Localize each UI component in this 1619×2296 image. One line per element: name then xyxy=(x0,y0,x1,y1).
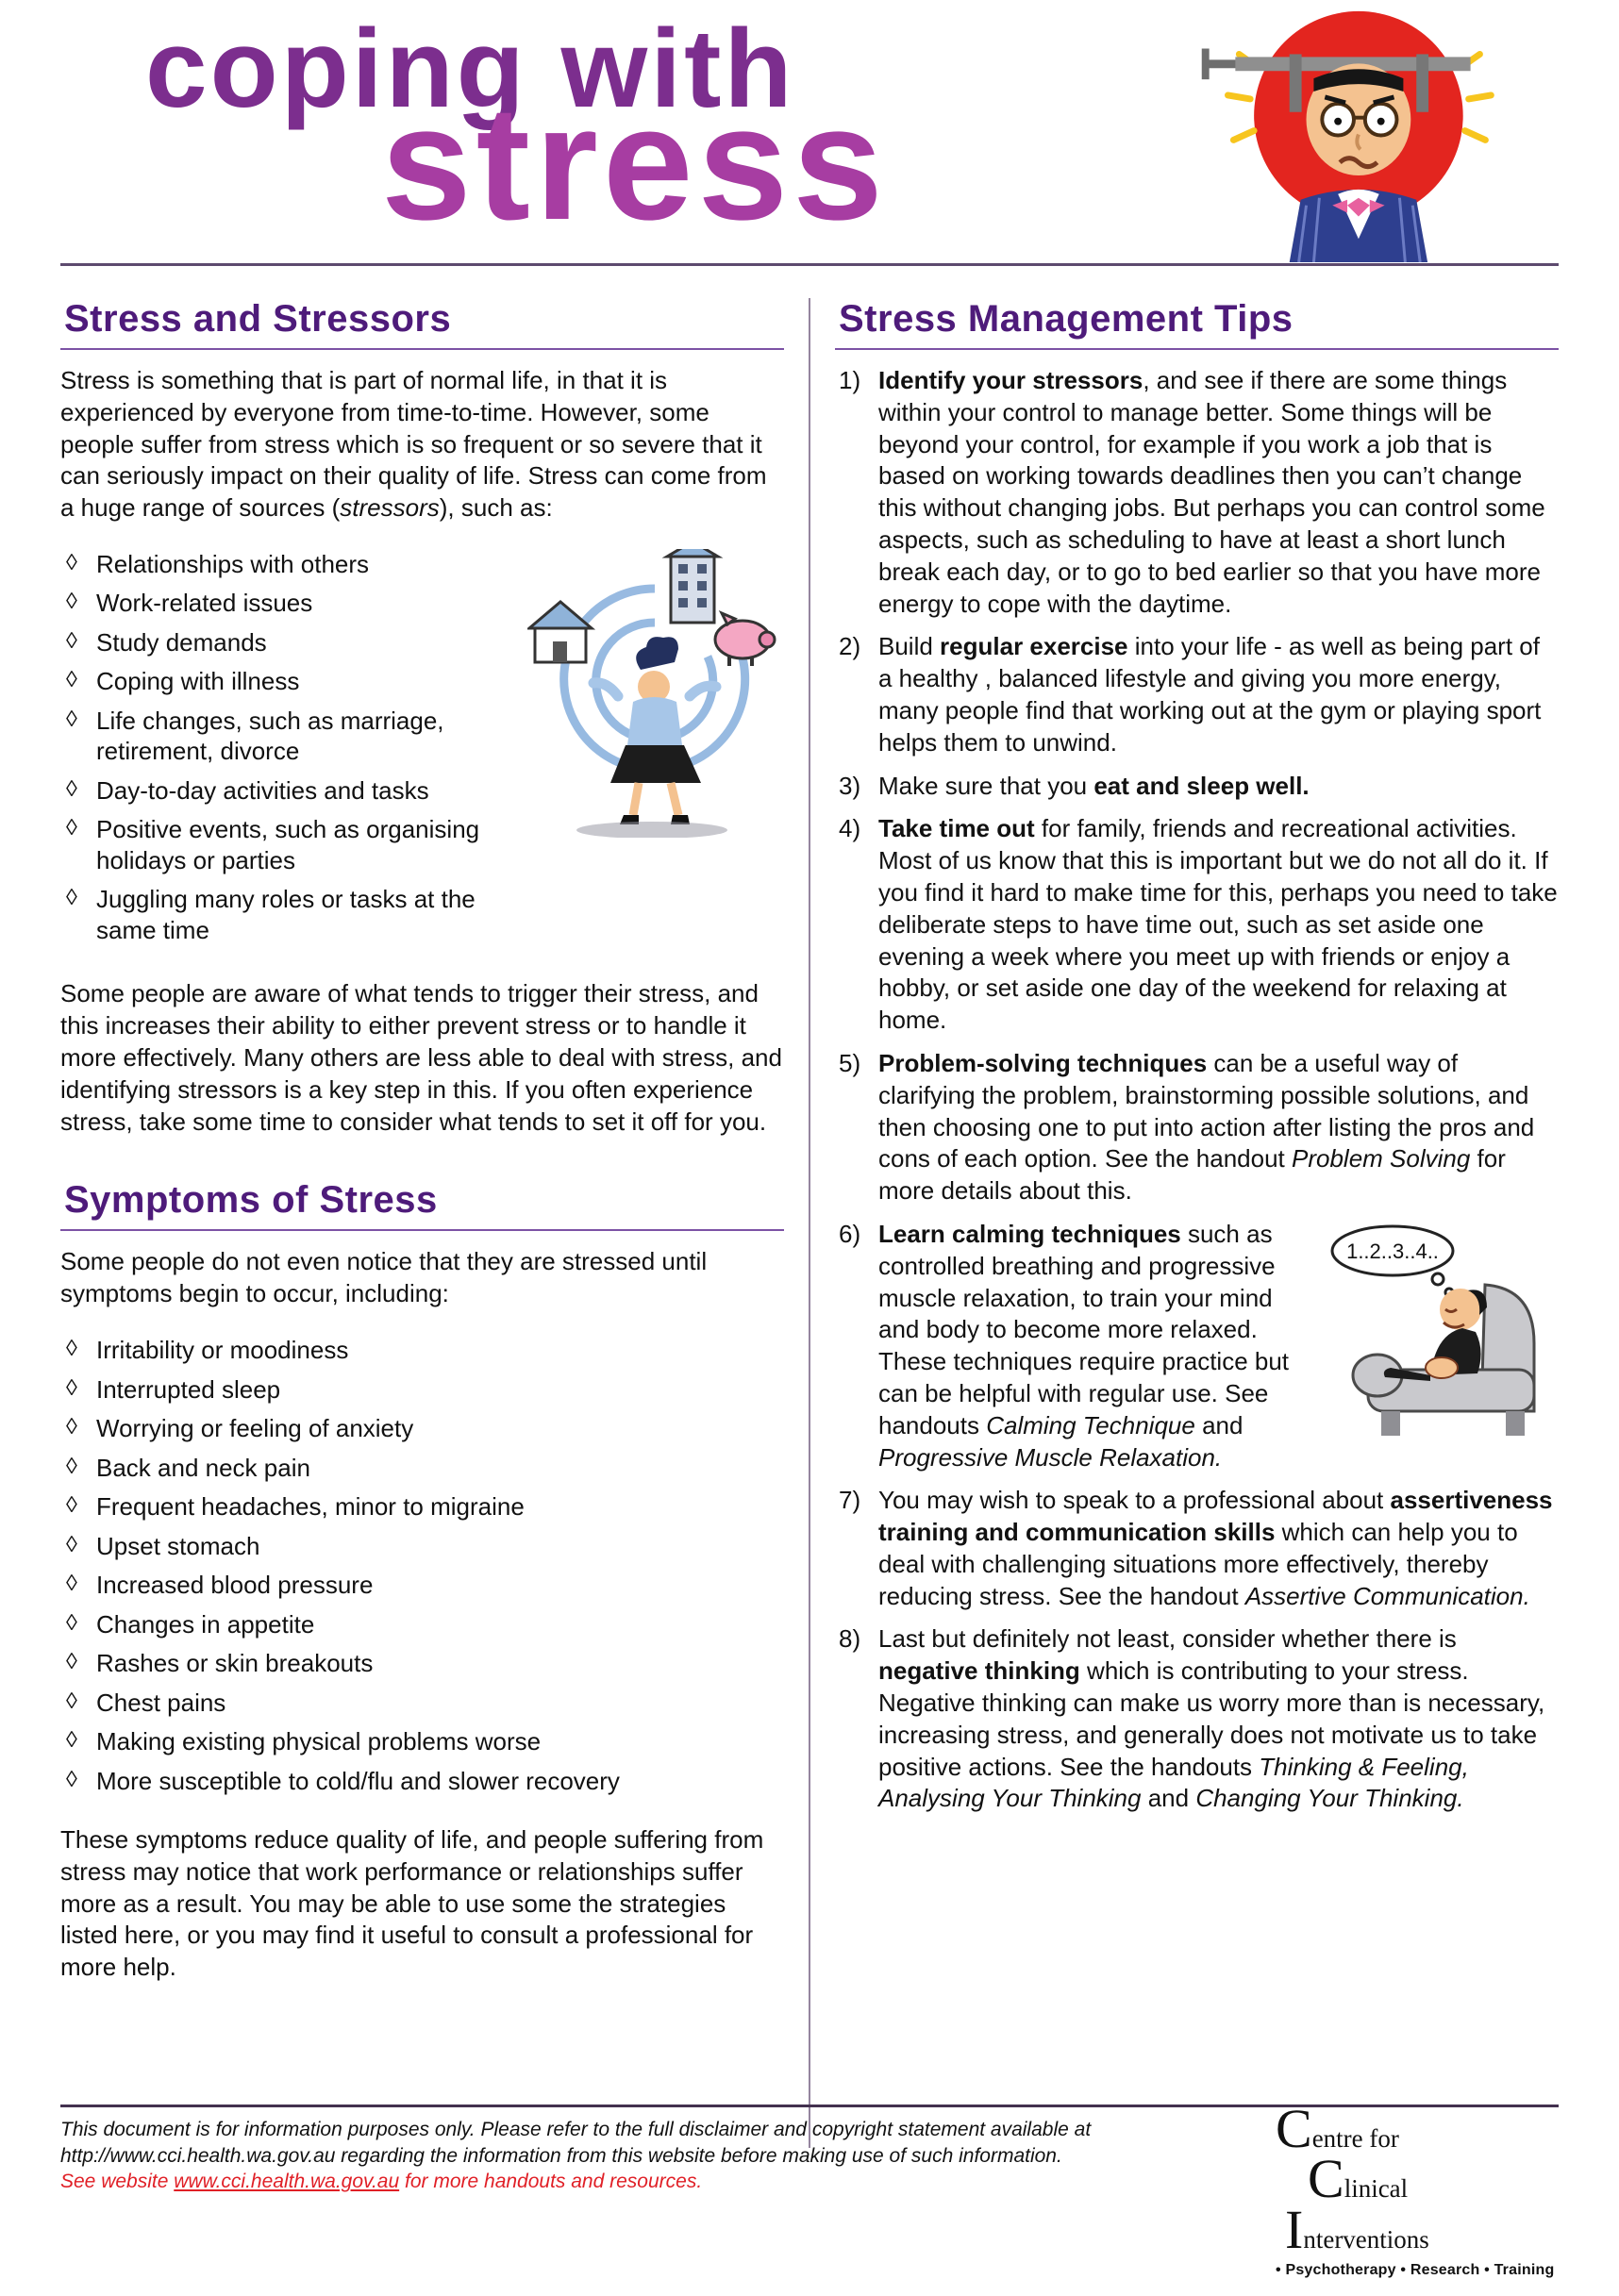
text-segment: Learn calming techniques xyxy=(878,1219,1181,1248)
logo-line-clinical: Clinical xyxy=(1308,2148,1409,2210)
text-segment: See website xyxy=(60,2171,175,2193)
stressors-outro: Some people are aware of what tends to trigger their stress, and this increases their ability to either prevent stress or to handle it more effectively. Many others are less able to deal with stress, and identifying stressors is a key step in this. If you often experience stress, take some time to consider what tends to set it off for you. xyxy=(60,979,782,1136)
symptom-item xyxy=(60,1648,784,1679)
diamond-bullet-icon: ◊ xyxy=(66,1649,77,1675)
stressor-text: Positive events, such as organising holidays or parties xyxy=(96,815,480,874)
section-heading-tips: Stress Management Tips xyxy=(835,298,1559,350)
stressor-text: Relationships with others xyxy=(96,549,370,578)
text-segment: regular exercise xyxy=(940,632,1128,661)
suit xyxy=(1290,190,1427,262)
see-website-text xyxy=(60,2169,1230,2195)
tip-text xyxy=(878,771,1559,803)
tip-text xyxy=(878,1220,1289,1472)
stressed-man-illustration xyxy=(1191,6,1511,262)
stressor-text: Day-to-day activities and tasks xyxy=(96,775,429,805)
diamond-bullet-icon: ◊ xyxy=(66,1374,77,1401)
tip-5 xyxy=(835,1048,1559,1207)
tip-text xyxy=(878,1485,1559,1612)
symptom-item xyxy=(60,1726,784,1757)
symptom-text: Interrupted sleep xyxy=(96,1374,281,1404)
tip-7 xyxy=(835,1485,1559,1612)
symptom-text: Frequent headaches, minor to migraine xyxy=(96,1492,525,1522)
cci-logo xyxy=(1276,2097,1559,2279)
diamond-bullet-icon: ◊ xyxy=(66,1609,77,1636)
stressor-text: Study demands xyxy=(96,627,267,657)
tip-text-wrap xyxy=(878,1219,1559,1473)
symptom-item xyxy=(60,1609,784,1640)
stressor-item xyxy=(60,814,520,875)
text-segment: such as controlled breathing and progressive muscle relaxation, to train your mind and body to become more relaxed. These techniques require practice but can be helpful with regular use. See handouts xyxy=(878,1219,1290,1439)
text-segment: Problem Solving xyxy=(1292,1144,1471,1173)
section-heading-stressors: Stress and Stressors xyxy=(60,298,784,350)
section-heading-symptoms: Symptoms of Stress xyxy=(60,1179,784,1231)
symptom-item xyxy=(60,1335,784,1366)
text-segment: which can help you to deal with challenging situations more effectively, thereby reducing stress. See the handout xyxy=(878,1518,1518,1610)
symptom-text: Increased blood pressure xyxy=(96,1571,374,1600)
diamond-bullet-icon: ◊ xyxy=(66,1453,77,1479)
page-title xyxy=(79,6,888,254)
stressor-item xyxy=(60,549,520,580)
title-line-2: stress xyxy=(381,73,888,254)
tip-number: 1) xyxy=(839,366,861,394)
symptom-item xyxy=(60,1766,784,1797)
shadow xyxy=(576,822,727,838)
symptom-item xyxy=(60,1491,784,1522)
symptom-item xyxy=(60,1374,784,1406)
page-header xyxy=(60,0,1559,266)
text-segment: Stress is something that is part of normal life, in that it is experienced by everyone from time-to-time. However, some people suffer from stress which is so frequent or so severe that it can seriously impact on their quality of life. Stress can come from a huge range of sources ( xyxy=(60,366,767,523)
page-footer xyxy=(60,2097,1559,2279)
counting-speech-bubble xyxy=(1332,1226,1453,1296)
diamond-bullet-icon: ◊ xyxy=(66,1766,77,1792)
text-segment: stressors xyxy=(340,493,440,523)
tip-number: 2) xyxy=(839,632,861,661)
symptom-item xyxy=(60,1413,784,1444)
text-segment: for family, friends and recreational activities. Most of us know that this is important but we do not all do it. If you find it hard to make time for this, perhaps you need to take deliberate steps to have time out, such as set aside one evening a week where you meet up with friends or enjoy a hobby, or set aside one day of the weekend for relaxing at home. xyxy=(878,814,1558,1035)
diamond-bullet-icon: ◊ xyxy=(66,815,77,841)
relaxed-man-illustration xyxy=(1325,1219,1559,1441)
symptom-text: Making existing physical problems worse xyxy=(96,1727,542,1756)
diamond-bullet-icon: ◊ xyxy=(66,1688,77,1714)
diamond-bullet-icon: ◊ xyxy=(66,589,77,615)
counting-text: 1..2..3..4.. xyxy=(1346,1239,1439,1263)
tip-number: 5) xyxy=(839,1048,861,1077)
website-link[interactable]: www.cci.health.wa.gov.au xyxy=(174,2171,400,2193)
text-segment: Make sure that you xyxy=(878,771,1094,800)
stressor-item xyxy=(60,884,520,945)
tip-number: 6) xyxy=(839,1219,861,1248)
left-column xyxy=(60,298,784,2148)
symptom-item xyxy=(60,1531,784,1562)
title-line-1: coping with xyxy=(145,7,795,131)
symptom-text: Back and neck pain xyxy=(96,1453,310,1482)
tip-number: 7) xyxy=(839,1486,861,1515)
text-segment: eat and sleep well. xyxy=(1093,771,1310,800)
tips-list xyxy=(835,365,1559,1815)
column-divider xyxy=(809,298,810,2148)
text-segment: You may wish to speak to a professional about xyxy=(878,1486,1391,1515)
juggling-woman-svg xyxy=(527,549,784,838)
text-segment: Assertive Communication. xyxy=(1244,1581,1530,1610)
tip-text xyxy=(878,1623,1559,1815)
symptom-text: More susceptible to cold/flu and slower recovery xyxy=(96,1766,620,1795)
tip-8 xyxy=(835,1623,1559,1815)
stressor-text: Life changes, such as marriage, retirement, divorce xyxy=(96,706,444,766)
text-segment: , and see if there are some things within your control to manage better. Some things will be beyond your control, for example if you work a job that is based on working towards deadlines then you can’t change this without changing jobs. But perhaps you can control some aspects, such as scheduling to have at least a short lunch break each day, or to go to bed earlier so that you have more energy to cope with the daytime. xyxy=(878,366,1545,618)
tip-number: 8) xyxy=(839,1624,861,1654)
stressor-item xyxy=(60,588,520,619)
symptom-item xyxy=(60,1688,784,1719)
symptom-text: Upset stomach xyxy=(96,1531,260,1560)
diamond-bullet-icon: ◊ xyxy=(66,706,77,732)
tip-6 xyxy=(835,1219,1559,1473)
disclaimer-text: This document is for information purposes only. Please refer to the full disclaimer and copyright statement available at http://www.cci.health.wa.gov.au regarding the information from this website before making use of such information. xyxy=(60,2118,1092,2167)
text-segment: Last but definitely not least, consider whether there is xyxy=(878,1624,1457,1654)
stressors-list xyxy=(60,549,520,955)
diamond-bullet-icon: ◊ xyxy=(66,1531,77,1557)
stressor-item xyxy=(60,666,520,697)
piggy-bank xyxy=(715,613,775,666)
disclaimer-block xyxy=(60,2117,1230,2195)
symptom-text: Changes in appetite xyxy=(96,1609,315,1639)
diamond-bullet-icon: ◊ xyxy=(66,885,77,911)
stressors-block xyxy=(60,549,784,955)
stressor-item xyxy=(60,627,520,658)
text-segment: Changing Your Thinking. xyxy=(1195,1784,1464,1813)
logo-tagline: • Psychotherapy • Research • Training xyxy=(1276,2262,1555,2278)
symptom-item xyxy=(60,1453,784,1484)
text-segment: Calming Technique xyxy=(986,1410,1195,1439)
diamond-bullet-icon: ◊ xyxy=(66,549,77,575)
text-segment: can be a useful way of clarifying the problem, brainstorming possible solutions, and then choosing one to put into action after listing the pros and cons of each option. See the handout xyxy=(878,1048,1535,1173)
diamond-bullet-icon: ◊ xyxy=(66,775,77,802)
text-segment: and xyxy=(1194,1410,1243,1439)
symptoms-intro: Some people do not even notice that they are stressed until symptoms begin to occur, including: xyxy=(60,1247,708,1308)
stressor-text: Coping with illness xyxy=(96,667,300,696)
text-segment: Take time out xyxy=(878,814,1035,843)
text-segment: Thinking & Feeling, Analysing Your Thinking xyxy=(878,1752,1469,1813)
stressor-text: Work-related issues xyxy=(96,589,313,618)
symptom-item xyxy=(60,1570,784,1601)
relaxed-man-svg xyxy=(1325,1219,1559,1441)
text-segment: for more handouts and resources. xyxy=(399,2171,703,2193)
text-segment: Build xyxy=(878,632,941,661)
symptom-text: Rashes or skin breakouts xyxy=(96,1649,374,1678)
text-segment: which is contributing to your stress. Negative thinking can make us worry more than is necessary, increasing stress, and generally does not motivate us to take positive actions. See the handouts xyxy=(878,1656,1545,1781)
diamond-bullet-icon: ◊ xyxy=(66,1414,77,1440)
text-segment: Progressive Muscle Relaxation. xyxy=(878,1442,1223,1472)
symptom-text: Chest pains xyxy=(96,1688,226,1717)
woman xyxy=(593,637,716,824)
tip-3 xyxy=(835,771,1559,803)
tip-text xyxy=(878,1048,1559,1207)
stressor-item xyxy=(60,706,520,767)
stressor-text: Juggling many roles or tasks at the same time xyxy=(96,885,476,944)
text-segment: negative thinking xyxy=(878,1656,1080,1686)
tip-number: 4) xyxy=(839,814,861,843)
diamond-bullet-icon: ◊ xyxy=(66,1492,77,1519)
tip-2 xyxy=(835,631,1559,758)
stressor-item xyxy=(60,775,520,807)
content-columns xyxy=(60,266,1559,2148)
text-segment: Identify your stressors xyxy=(878,366,1143,394)
symptoms-outro: These symptoms reduce quality of life, and people suffering from stress may notice that work performance or relationships suffer more as a result. You may be able to use some the strategies listed here, or you may find it useful to consult a professional for more help. xyxy=(60,1825,764,1982)
logo-line-interventions: Interventions xyxy=(1285,2198,1429,2260)
tip-4 xyxy=(835,813,1559,1037)
tip-text xyxy=(878,365,1559,620)
diamond-bullet-icon: ◊ xyxy=(66,627,77,654)
diamond-bullet-icon: ◊ xyxy=(66,667,77,693)
text-segment: Problem-solving techniques xyxy=(878,1048,1208,1077)
symptoms-list xyxy=(60,1335,784,1796)
text-segment: for more details about this. xyxy=(878,1144,1506,1206)
diamond-bullet-icon: ◊ xyxy=(66,1336,77,1362)
tip-text xyxy=(878,631,1559,758)
tip-text xyxy=(878,813,1559,1037)
diamond-bullet-icon: ◊ xyxy=(66,1727,77,1754)
house xyxy=(529,602,592,662)
right-column xyxy=(835,298,1559,2148)
juggling-woman-illustration xyxy=(527,549,784,838)
symptom-text: Irritability or moodiness xyxy=(96,1336,349,1365)
diamond-bullet-icon: ◊ xyxy=(66,1571,77,1597)
symptom-text: Worrying or feeling of anxiety xyxy=(96,1414,414,1443)
text-segment: assertiveness training and communication skills xyxy=(878,1486,1553,1547)
text-segment: into your life - as well as being part of a healthy , balanced lifestyle and giving you more energy, many people find that working out at the gym or playing sport helps them to unwind. xyxy=(878,632,1542,757)
tip-1 xyxy=(835,365,1559,620)
stressors-intro xyxy=(60,365,784,524)
building xyxy=(667,549,718,623)
tip-number: 3) xyxy=(839,771,861,800)
text-segment: and xyxy=(1141,1784,1196,1813)
text-segment: ), such as: xyxy=(439,493,553,523)
logo-line-centre-for: Centre for xyxy=(1276,2097,1399,2159)
stressed-man-svg xyxy=(1191,6,1511,262)
